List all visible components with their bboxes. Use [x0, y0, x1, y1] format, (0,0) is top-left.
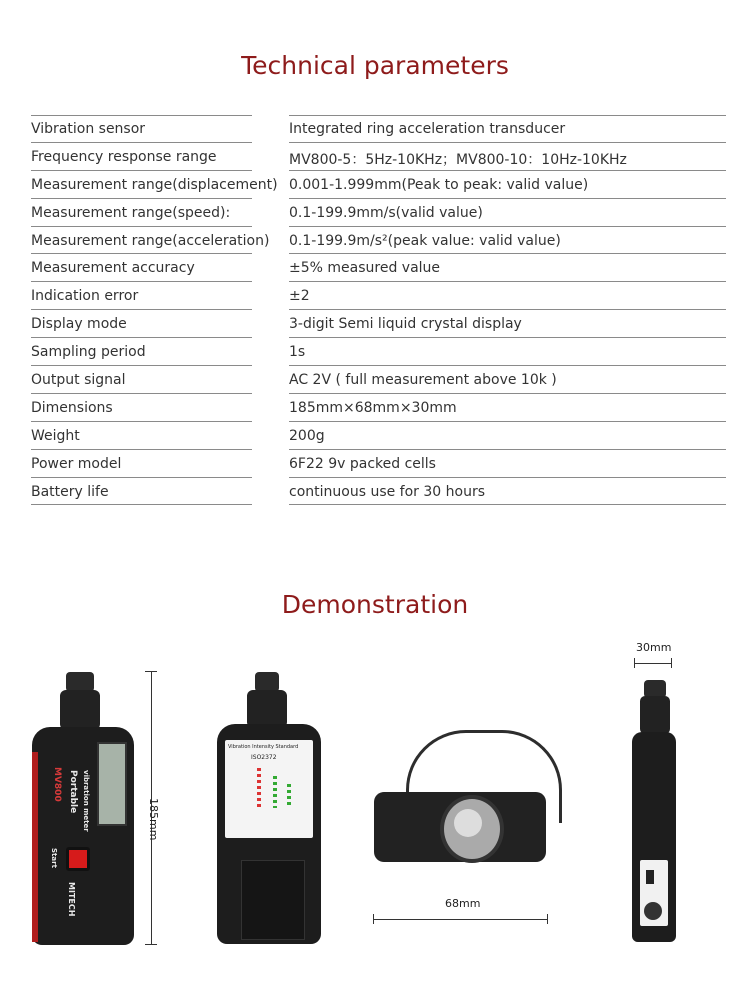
spec-label: Frequency response range: [31, 148, 217, 165]
spec-row: [31, 227, 726, 255]
spec-row: [31, 422, 726, 450]
spec-value: ±5% measured value: [289, 260, 441, 277]
width-dimension-line: [373, 919, 548, 920]
demonstration-title: Demonstration: [281, 590, 469, 619]
spec-label: Display mode: [31, 316, 127, 333]
device-meter-text: vibration meter: [82, 770, 90, 832]
spec-value: 200g: [289, 427, 325, 444]
spec-value: 0.1-199.9m/s²(peak value: valid value): [289, 232, 561, 249]
spec-row: [31, 143, 726, 171]
spec-label: Measurement range(speed):: [31, 204, 231, 221]
spec-value: 0.1-199.9mm/s(valid value): [289, 204, 483, 221]
spec-label: Battery life: [31, 483, 109, 500]
spec-label: Weight: [31, 427, 80, 444]
depth-dimension-line: [634, 663, 672, 664]
spec-value: 0.001-1.999mm(Peak to peak: valid value): [289, 176, 589, 193]
spec-label: Sampling period: [31, 344, 146, 361]
spec-label: Indication error: [31, 288, 139, 305]
spec-row: [31, 282, 726, 310]
device-side-image: [632, 680, 680, 945]
depth-dimension-label: 30mm: [636, 641, 672, 654]
spec-label: Measurement range(acceleration): [31, 232, 270, 249]
spec-value: Integrated ring acceleration transducer: [289, 121, 566, 137]
spec-row: [31, 366, 726, 394]
device-front-image: [32, 672, 142, 947]
device-model-text: MV800: [52, 767, 62, 802]
device-back-image: [217, 672, 327, 947]
height-dimension-label: 185mm: [147, 798, 160, 841]
start-button-on-device: [66, 847, 90, 871]
back-label-title: Vibration Intensity Standard: [228, 744, 299, 750]
spec-row: [31, 254, 726, 282]
spec-table: [31, 115, 726, 505]
spec-value: 1s: [289, 344, 306, 361]
device-portable-text: Portable: [68, 770, 78, 814]
spec-label: Dimensions: [31, 399, 113, 416]
spec-row: [31, 310, 726, 338]
device-brand-text: MITECH: [67, 882, 76, 917]
spec-value: ±2: [289, 288, 310, 305]
spec-row: [31, 450, 726, 478]
spec-value: continuous use for 30 hours: [289, 483, 485, 500]
spec-label: Power model: [31, 455, 122, 472]
spec-row: [31, 478, 726, 506]
device-start-text: Start: [50, 848, 58, 868]
width-dimension-label: 68mm: [445, 897, 481, 910]
spec-row: [31, 338, 726, 366]
spec-value: AC 2V ( full measurement above 10k ): [289, 372, 557, 389]
spec-label: Measurement range(displacement): [31, 176, 278, 193]
spec-value: 3-digit Semi liquid crystal display: [289, 316, 522, 333]
spec-row: [31, 394, 726, 422]
back-label-standard: ISO2372: [251, 754, 277, 761]
spec-label: Vibration sensor: [31, 121, 146, 137]
spec-label: Output signal: [31, 372, 126, 389]
spec-row: [31, 115, 726, 143]
spec-row: [31, 199, 726, 227]
device-bottom-image: [370, 730, 550, 880]
spec-row: [31, 171, 726, 199]
spec-value: MV800-5：5Hz-10KHz；MV800-10：10Hz-10KHz: [289, 151, 627, 168]
spec-label: Measurement accuracy: [31, 260, 195, 277]
spec-value: 185mm×68mm×30mm: [289, 399, 457, 416]
technical-parameters-title: Technical parameters: [241, 51, 509, 80]
spec-value: 6F22 9v packed cells: [289, 455, 436, 472]
